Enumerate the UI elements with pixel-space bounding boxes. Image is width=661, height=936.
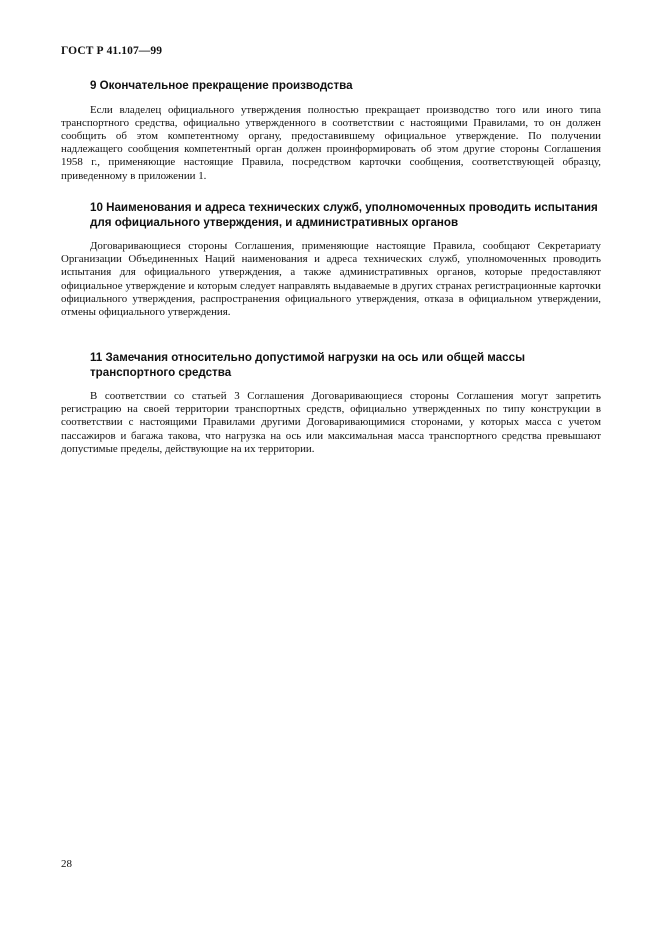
page-number: 28 [61, 858, 72, 870]
section-9-body: Если владелец официального утверждения полностью прекращает производство того или иного типа транспортного средства, официально утвержденного в соответствии с настоящими Правилами, то он должен сообщить об этом компетентному органу, предоставившему официальное утверждение. По получении надлежащего сообщения компетентный орган должен проинформировать об этом другие стороны Соглашения 1958 г., применяющие настоящие Правила, посредством карточки сообщения, соответствующей образцу, приведенному в приложении 1. [61, 103, 601, 182]
section-9 [61, 79, 601, 183]
section-11-title: 11 Замечания относительно допустимой нагрузки на ось или общей массы транспортного средства [90, 351, 525, 379]
section-11 [61, 351, 601, 456]
section-10-body: Договаривающиеся стороны Соглашения, применяющие настоящие Правила, сообщают Секретариату Организации Объединенных Наций наименования и адреса технических служб, уполномоченных проводить испытания для официального утверждения, а также административных органов, которые предоставляют официальное утверждение и которым следует направлять выдаваемые в других странах регистрационные карточки официального утверждения, распространения официального утверждения, отказа в официальном утверждении, отмены официального утверждения. [61, 240, 601, 319]
section-10 [61, 201, 601, 319]
document-standard-code: ГОСТ Р 41.107—99 [61, 45, 163, 57]
section-9-title: 9 Окончательное прекращение производства [90, 79, 353, 92]
section-11-body: В соответствии со статьей 3 Соглашения Договаривающиеся стороны Соглашения могут запретить регистрацию на своей территории транспортных средств, официально утвержденных по типу конструкции в соответствии с настоящими Правилами другими Договаривающимися сторонами, у которых масса с учетом пассажиров и багажа такова, что нагрузка на ось или максимальная масса транспортного средства превышают допустимые пределы, действующие на их территории. [61, 390, 601, 455]
section-10-title: 10 Наименования и адреса технических служб, уполномоченных проводить испытания для официального утверждения, и административных органов [90, 201, 598, 229]
